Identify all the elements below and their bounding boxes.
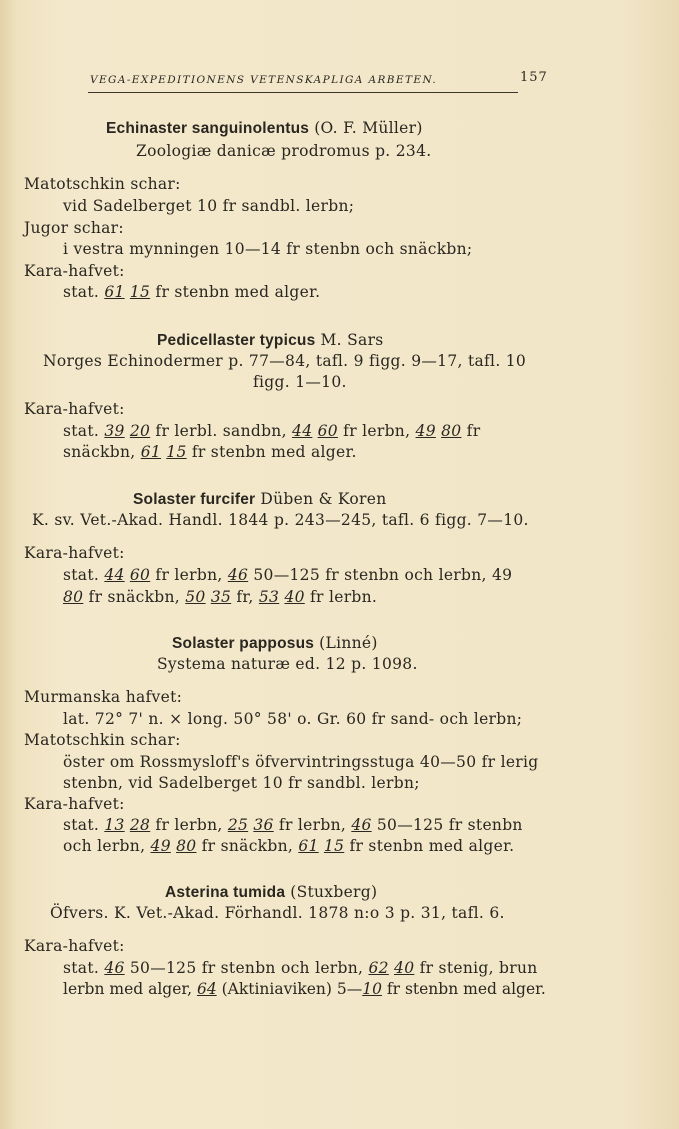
station-number: 80 [63,588,84,606]
locality-detail: vid Sadelberget 10 fr sandbl. lerbn; [63,197,355,215]
station-number: 28 [129,816,151,834]
region-label: Kara-hafvet: [24,937,125,955]
station-number: 49 [150,837,171,855]
station-number: 15 [323,837,345,855]
station-number: 25 [227,816,249,834]
species-author: (Stuxberg) [290,883,378,901]
region-label: Kara-hafvet: [24,795,125,813]
page-number: 157 [520,70,548,85]
station-number: 10 [362,980,382,998]
species-name: Echinaster sanguinolentus [106,120,310,137]
station-number: 61 [298,837,319,855]
locality-detail: lerbn med alger, 64 (Aktiniaviken) 5—10 fr stenbn med alger. [63,980,546,998]
species-name: Pedicellaster typicus [157,332,316,349]
region-label: Kara-hafvet: [24,400,125,418]
station-number: 80 [441,422,462,440]
species-heading [165,882,377,902]
station-number: 80 [176,837,197,855]
station-number: 35 [210,588,232,606]
region-label: Murmanska hafvet: [24,688,183,706]
species-author: (Linné) [319,634,378,652]
station-number: 15 [166,443,187,461]
station-number: 61 [104,283,125,301]
station-number: 13 [104,816,125,834]
station-number: 40 [284,588,305,606]
locality-detail: stat. 61 15 fr stenbn med alger. [63,283,321,301]
species-heading [106,118,423,138]
region-label: Matotschkin schar: [24,731,181,749]
station-number: 49 [415,422,436,440]
header-rule [88,92,518,93]
station-number: 39 [104,422,125,440]
species-name: Solaster papposus [172,635,315,652]
station-number: 64 [196,980,217,998]
locality-detail: i vestra mynningen 10—14 fr stenbn och snäckbn; [63,240,473,258]
station-number: 46 [104,959,125,977]
station-number: 53 [258,588,280,606]
reference-line: Systema naturæ ed. 12 p. 1098. [157,655,418,673]
running-header: VEGA-EXPEDITIONENS VETENSKAPLIGA ARBETEN. [90,74,438,86]
locality-detail: stat. 46 50—125 fr stenbn och lerbn, 62 40 fr stenig, brun [63,959,538,977]
species-author: M. Sars [320,331,384,349]
locality-detail: 80 fr snäckbn, 50 35 fr, 53 40 fr lerbn. [63,588,378,606]
station-number: 46 [227,566,249,584]
station-number: 60 [317,422,338,440]
station-number: 60 [129,566,151,584]
species-author: (O. F. Müller) [314,119,423,137]
region-label: Matotschkin schar: [24,175,181,193]
reference-line: figg. 1—10. [253,373,347,391]
reference-line: K. sv. Vet.-Akad. Handl. 1844 p. 243—245, tafl. 6 figg. 7—10. [32,511,529,529]
species-heading [133,489,386,509]
station-number: 62 [368,959,389,977]
species-heading [157,330,384,350]
station-number: 40 [394,959,415,977]
locality-detail: stenbn, vid Sadelberget 10 fr sandbl. lerbn; [63,774,420,792]
locality-detail: stat. 13 28 fr lerbn, 25 36 fr lerbn, 46 50—125 fr stenbn [63,816,523,834]
locality-detail: och lerbn, 49 80 fr snäckbn, 61 15 fr stenbn med alger. [63,837,515,855]
reference-line: Norges Echinodermer p. 77—84, tafl. 9 figg. 9—17, tafl. 10 [43,352,527,370]
locality-detail: snäckbn, 61 15 fr stenbn med alger. [63,443,357,461]
species-name: Solaster furcifer [133,491,256,508]
locality-detail: lat. 72° 7' n. × long. 50° 58' o. Gr. 60 fr sand- och lerbn; [63,710,523,728]
region-label: Kara-hafvet: [24,262,125,280]
region-label: Kara-hafvet: [24,544,125,562]
station-number: 46 [351,816,372,834]
station-number: 36 [253,816,274,834]
reference-line: Öfvers. K. Vet.-Akad. Förhandl. 1878 n:o 3 p. 31, tafl. 6. [50,904,505,922]
species-author: Düben & Koren [260,490,387,508]
station-number: 44 [292,422,313,440]
reference-line: Zoologiæ danicæ prodromus p. 234. [136,142,432,160]
region-label: Jugor schar: [24,219,124,237]
species-heading [172,633,378,653]
locality-detail: stat. 39 20 fr lerbl. sandbn, 44 60 fr lerbn, 49 80 fr [63,422,481,440]
station-number: 44 [104,566,125,584]
station-number: 61 [140,443,162,461]
species-name: Asterina tumida [165,884,286,901]
station-number: 50 [185,588,206,606]
station-number: 20 [129,422,151,440]
locality-detail: öster om Rossmysloff's öfvervintringsstuga 40—50 fr lerig [63,753,539,771]
locality-detail: stat. 44 60 fr lerbn, 46 50—125 fr stenbn och lerbn, 49 [63,566,513,584]
station-number: 15 [129,283,151,301]
